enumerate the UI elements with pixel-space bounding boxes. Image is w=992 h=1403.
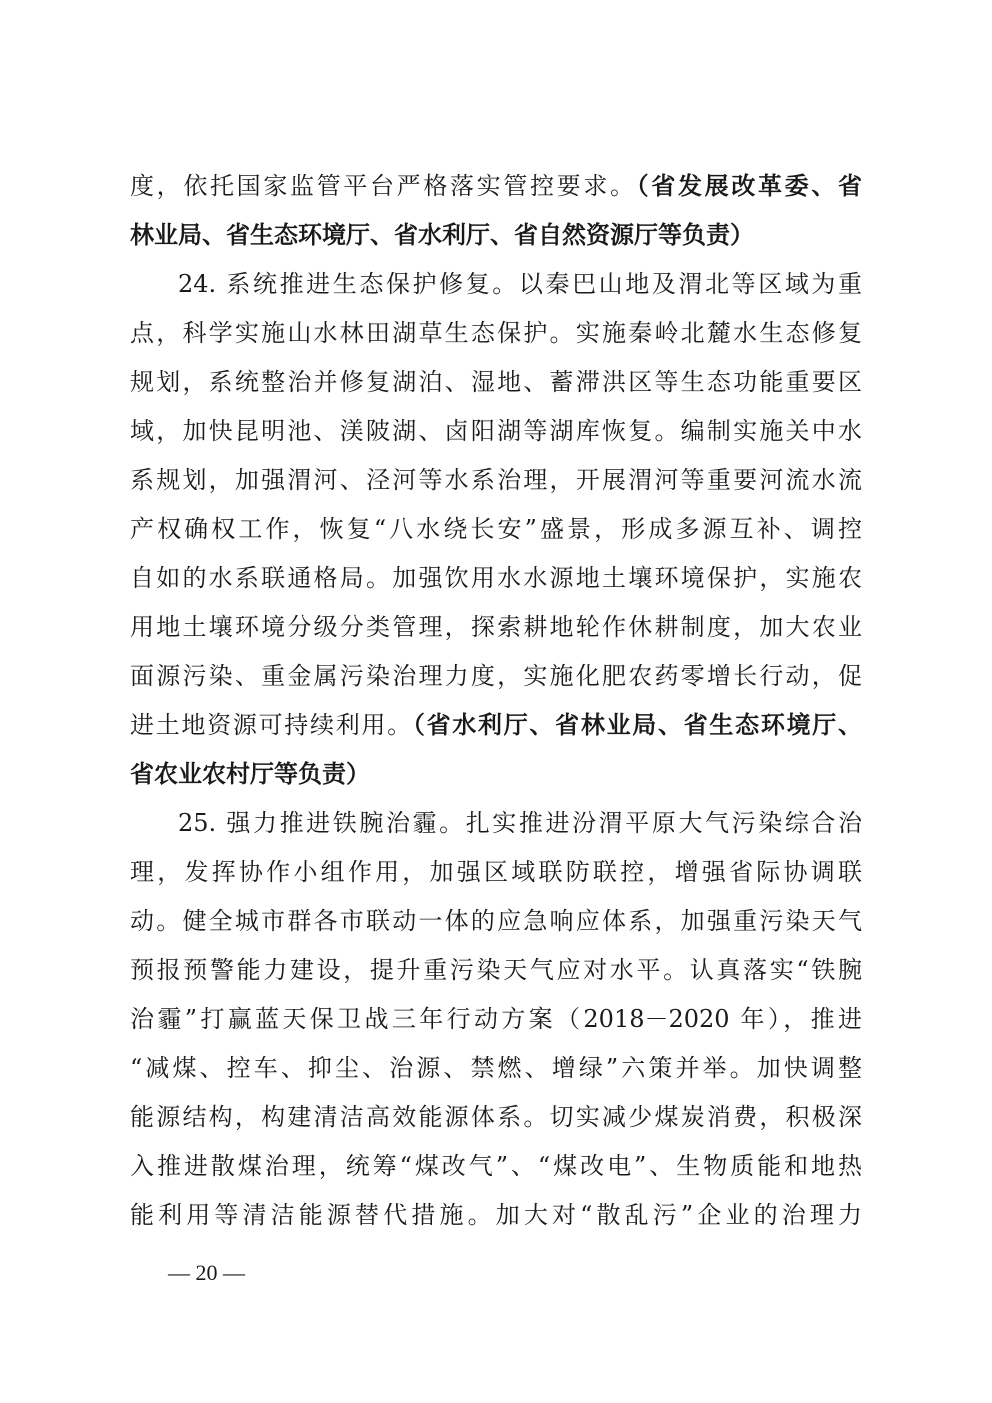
body-text: 25. 强力推进铁腕治霾。扎实推进汾渭平原大气污染综合治	[178, 809, 862, 837]
paragraph-24-first-line	[178, 267, 862, 301]
text-line-8	[130, 512, 862, 546]
body-text: 24. 系统推进生态保护修复。以秦巴山地及渭北等区域为重	[178, 270, 862, 298]
text-line-18	[130, 1002, 862, 1036]
body-text: 入推进散煤治理，统筹“煤改气”、“煤改电”、生物质能和地热	[130, 1152, 862, 1180]
text-line-5	[130, 365, 862, 399]
text-line-6	[130, 414, 862, 448]
text-line-1	[130, 169, 862, 203]
page-number: — 20 —	[168, 1260, 245, 1285]
body-text: 用地土壤环境分级分类管理，探索耕地轮作休耕制度，加大农业	[130, 613, 862, 641]
body-text: 面源污染、重金属污染治理力度，实施化肥农药零增长行动，促	[130, 662, 862, 690]
responsible-dept-text: 林业局、省生态环境厅、省水利厅、省自然资源厅等负责）	[130, 220, 754, 249]
body-text: 点，科学实施山水林田湖草生态保护。实施秦岭北麓水生态修复	[130, 319, 862, 347]
text-line-22	[130, 1198, 862, 1232]
responsible-dept-text: （省发展改革委、省	[636, 171, 863, 200]
text-line-15	[130, 855, 862, 889]
text-line-13	[130, 757, 862, 791]
body-text: 能利用等清洁能源替代措施。加大对“散乱污”企业的治理力	[130, 1201, 862, 1229]
text-line-21	[130, 1149, 862, 1183]
body-text: 能源结构，构建清洁高效能源体系。切实减少煤炭消费，积极深	[130, 1103, 862, 1131]
body-text: 域，加快昆明池、渼陂湖、卤阳湖等湖库恢复。编制实施关中水	[130, 417, 862, 445]
responsible-dept-text: （省水利厅、省林业局、省生态环境厅、	[412, 710, 863, 739]
text-line-2	[130, 218, 862, 252]
text-line-11	[130, 659, 862, 693]
body-text: 规划，系统整治并修复湖泊、湿地、蓄滞洪区等生态功能重要区	[130, 368, 862, 396]
text-line-17	[130, 953, 862, 987]
body-text: 理，发挥协作小组作用，加强区域联防联控，增强省际协调联	[130, 858, 862, 886]
text-line-10	[130, 610, 862, 644]
text-line-19	[130, 1051, 862, 1085]
body-text: 治霾”打赢蓝天保卫战三年行动方案（2018－2020 年），推进	[130, 1005, 862, 1033]
text-line-12	[130, 708, 862, 742]
body-text: 自如的水系联通格局。加强饮用水水源地土壤环境保护，实施农	[130, 564, 862, 592]
body-text: 系规划，加强渭河、泾河等水系治理，开展渭河等重要河流水流	[130, 466, 862, 494]
body-text: 度，依托国家监管平台严格落实管控要求。	[130, 172, 637, 200]
text-line-16	[130, 904, 862, 938]
body-text: “减煤、控车、抑尘、治源、禁燃、增绿”六策并举。加快调整	[130, 1054, 862, 1082]
body-text: 进土地资源可持续利用。	[130, 711, 413, 739]
body-text: 动。健全城市群各市联动一体的应急响应体系，加强重污染天气	[130, 907, 862, 935]
text-line-4	[130, 316, 862, 350]
body-text: 预报预警能力建设，提升重污染天气应对水平。认真落实“铁腕	[130, 956, 862, 984]
responsible-dept-text: 省农业农村厅等负责）	[130, 759, 370, 788]
text-line-7	[130, 463, 862, 497]
body-text: 产权确权工作，恢复“八水绕长安”盛景，形成多源互补、调控	[130, 515, 862, 543]
text-line-20	[130, 1100, 862, 1134]
text-line-9	[130, 561, 862, 595]
paragraph-25-first-line	[178, 806, 862, 840]
